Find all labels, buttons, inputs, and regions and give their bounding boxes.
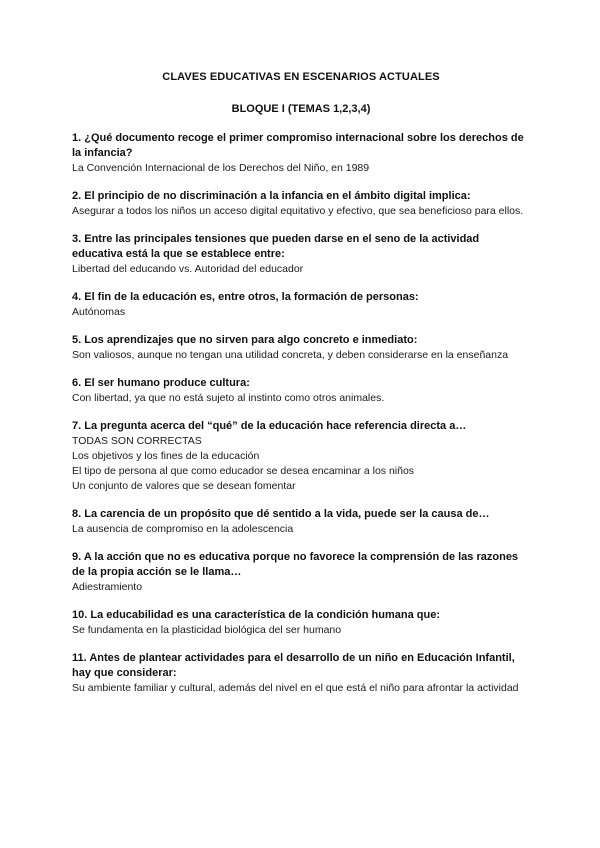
question-block (72, 608, 530, 638)
question-block (72, 507, 530, 537)
answer-text: Los objetivos y los fines de la educación (72, 450, 260, 462)
answer-group (72, 305, 530, 320)
question-text: 6. El ser humano produce cultura: (72, 377, 250, 389)
answer-text: TODAS SON CORRECTAS (72, 435, 202, 447)
question-block (72, 333, 530, 363)
question-text: 8. La carencia de un propósito que dé sentido a la vida, puede ser la causa de… (72, 508, 490, 520)
question-text: 5. Los aprendizajes que no sirven para algo concreto e inmediato: (72, 334, 418, 346)
question-text: 3. Entre las principales tensiones que pueden darse en el seno de la actividad educativa está la que se establece entre: (72, 233, 480, 260)
answer-text: Con libertad, ya que no está sujeto al instinto como otros animales. (72, 392, 385, 404)
answer-group (72, 204, 530, 219)
answer-text: Un conjunto de valores que se desean fomentar (72, 480, 296, 492)
answer-text: Adiestramiento (72, 581, 143, 593)
answer-text: Libertad del educando vs. Autoridad del educador (72, 263, 304, 275)
answer-text: Son valiosos, aunque no tengan una utilidad concreta, y deben considerarse en la enseñanza (72, 349, 509, 361)
question-list (72, 131, 530, 696)
answer-group (72, 522, 530, 537)
question-block (72, 550, 530, 595)
question-text: 2. El principio de no discriminación a la infancia en el ámbito digital implica: (72, 190, 471, 202)
question-text: 10. La educabilidad es una característica de la condición humana que: (72, 609, 441, 621)
answer-group (72, 348, 530, 363)
document-subtitle: BLOQUE I (TEMAS 1,2,3,4) (231, 103, 371, 115)
answer-text: Asegurar a todos los niños un acceso digital equitativo y efectivo, que sea beneficioso para ellos. (72, 205, 524, 217)
answer-text: Su ambiente familiar y cultural, además del nivel en el que está el niño para afrontar la actividad (72, 682, 519, 694)
answer-text: La Convención Internacional de los Derechos del Niño, en 1989 (72, 162, 370, 174)
answer-group (72, 434, 530, 494)
answer-text: La ausencia de compromiso en la adolescencia (72, 523, 294, 535)
answer-text: Se fundamenta en la plasticidad biológica del ser humano (72, 624, 342, 636)
answer-group (72, 681, 530, 696)
question-block (72, 189, 530, 219)
question-text: 11. Antes de plantear actividades para el desarrollo de un niño en Educación Infantil, hay que considerar: (72, 652, 515, 679)
question-text: 7. La pregunta acerca del “qué” de la educación hace referencia directa a… (72, 420, 467, 432)
question-text: 9. A la acción que no es educativa porque no favorece la comprensión de las razones de la propia acción se le llama… (72, 551, 519, 578)
answer-group (72, 623, 530, 638)
question-block (72, 290, 530, 320)
answer-group (72, 580, 530, 595)
question-block (72, 376, 530, 406)
question-block (72, 131, 530, 176)
answer-group (72, 391, 530, 406)
question-text: 4. El fin de la educación es, entre otros, la formación de personas: (72, 291, 419, 303)
answer-text: El tipo de persona al que como educador se desea encaminar a los niños (72, 465, 415, 477)
answer-text: Autónomas (72, 306, 126, 318)
answer-group (72, 262, 530, 277)
question-block (72, 232, 530, 277)
question-block (72, 419, 530, 494)
question-block (72, 651, 530, 696)
question-text: 1. ¿Qué documento recoge el primer compromiso internacional sobre los derechos de la infancia? (72, 132, 524, 159)
document-title: CLAVES EDUCATIVAS EN ESCENARIOS ACTUALES (162, 71, 440, 83)
answer-group (72, 161, 530, 176)
